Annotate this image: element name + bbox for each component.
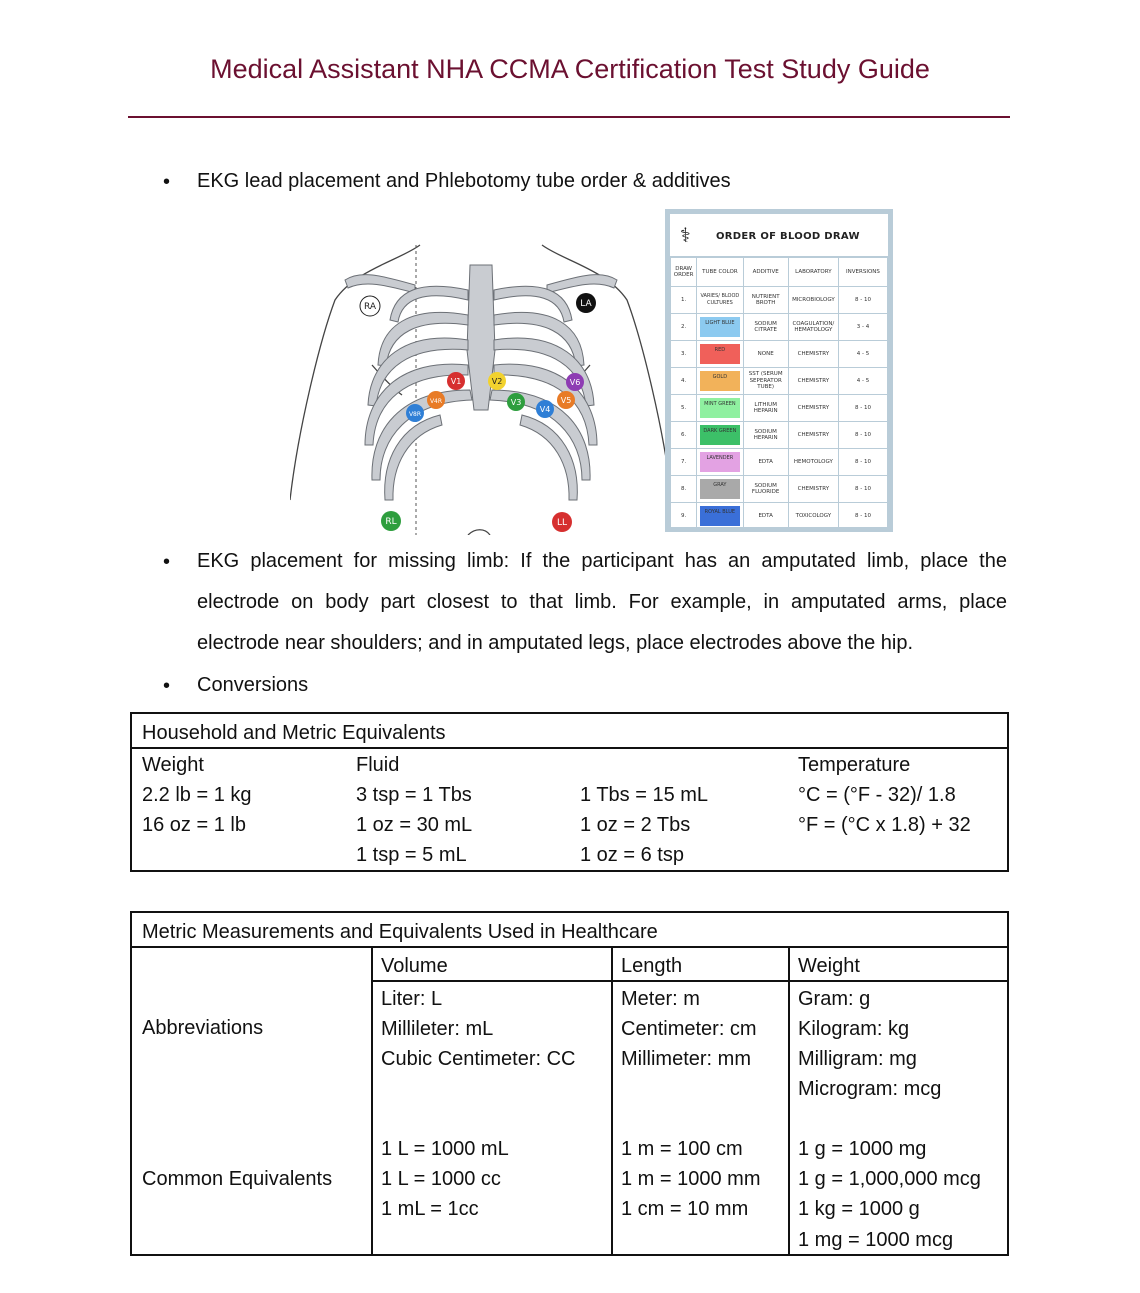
bullet-missing-limb-placement: EKG placement for missing limb: If the participant has an amputated limb, place the electrode on body part closest to that limb. For example, in amputated arms, place electrode near shoulders; and in amputated legs, place electrodes above the hip. [197,550,1007,654]
fluid-equivalent: 3 tsp = 1 Tbs [356,784,472,806]
additive-cell: SODIUM CITRATE [743,314,788,341]
tube-color-swatch: ROYAL BLUE [700,506,740,526]
electrode-ll [552,512,572,532]
metric-measurements-table [130,911,1009,1256]
additive-cell: NONE [743,341,788,368]
tube-color-swatch: MINT GREEN [700,398,740,418]
inversions-cell: 4 - 5 [838,341,887,368]
tube-color-swatch: GOLD [700,371,740,391]
electrode-ll-label: LL [556,518,568,528]
blood-draw-table [670,257,888,530]
caduceus-icon: ⚕ [680,223,691,247]
electrode-la-label: LA [580,299,592,309]
tube-color-cell [697,341,743,368]
laboratory-cell: CHEMISTRY [788,476,838,503]
inversions-cell: 8 - 10 [838,449,887,476]
laboratory-cell: TOXICOLOGY [788,503,838,530]
abbreviations-row-label: Abbreviations [142,1017,264,1039]
bullet-marker: • [163,171,171,193]
header-divider [371,980,1007,982]
column-divider [371,948,373,1254]
household-temperature-heading: Temperature [798,754,911,776]
bullet-marker: • [163,551,171,573]
blood-draw-header [670,214,888,257]
blood-draw-row [671,449,888,476]
draw-order-cell: 3. [671,341,697,368]
additive-cell: LITHIUM HEPARIN [743,395,788,422]
order-of-blood-draw-chart [665,209,893,532]
electrode-v4r [427,391,445,409]
tube-color-cell [697,287,743,314]
fluid-equivalent: 1 tsp = 5 mL [356,844,467,866]
bullet-ekg-lead-placement: EKG lead placement and Phlebotomy tube order & additives [197,170,731,192]
household-weight-heading: Weight [142,754,204,776]
additive-cell: SST (SERUM SEPERATOR TUBE) [743,368,788,395]
electrode-ra [360,296,380,316]
weight-abbreviation: Milligram: mg [798,1048,917,1070]
draw-order-cell: 2. [671,314,697,341]
electrode-v5-label: V5 [560,396,572,405]
blood-draw-row [671,314,888,341]
household-metric-caption: Household and Metric Equivalents [142,722,446,744]
household-fluid-heading: Fluid [356,754,400,776]
column-divider [611,948,613,1254]
metric-length-heading: Length [621,955,683,977]
metric-volume-heading: Volume [381,955,448,977]
electrode-v6 [566,373,584,391]
electrode-v1 [447,372,465,390]
inversions-cell: 8 - 10 [838,395,887,422]
weight-abbreviation: Microgram: mcg [798,1078,942,1100]
electrode-v1-label: V1 [450,377,462,386]
header-additive: ADDITIVE [743,258,788,287]
tube-color-cell [697,395,743,422]
blood-draw-row [671,503,888,530]
volume-equivalent: 1 mL = 1cc [381,1198,479,1220]
header-laboratory: LABORATORY [788,258,838,287]
electrode-rl-label: RL [385,517,397,527]
electrode-v3-label: V3 [510,398,522,407]
blood-draw-row [671,422,888,449]
column-divider [788,948,790,1254]
tube-color-swatch: LIGHT BLUE [700,317,740,337]
weight-equivalent: 2.2 lb = 1 kg [142,784,252,806]
volume-abbreviation: Cubic Centimeter: CC [381,1048,576,1070]
blood-draw-header-row [671,258,888,287]
electrode-v8r-label: V8R [408,411,422,418]
draw-order-cell: 8. [671,476,697,503]
electrode-v4 [536,400,554,418]
fluid-equivalent: 1 oz = 2 Tbs [580,814,691,836]
weight-equivalent: 1 mg = 1000 mcg [798,1229,954,1251]
caption-divider [132,946,1007,948]
weight-equivalent: 1 g = 1,000,000 mcg [798,1168,981,1190]
electrode-rl [381,511,401,531]
volume-abbreviation: Millileter: mL [381,1018,494,1040]
temperature-formula: °F = (°C x 1.8) + 32 [798,814,971,836]
tube-color-swatch: LAVENDER [700,452,740,472]
electrode-v4-label: V4 [539,405,551,414]
draw-order-cell: 6. [671,422,697,449]
draw-order-cell: 5. [671,395,697,422]
laboratory-cell: CHEMISTRY [788,368,838,395]
tube-color-swatch: VARIES/ BLOOD CULTURES [700,290,740,310]
laboratory-cell: MICROBIOLOGY [788,287,838,314]
electrode-ra-label: RA [363,302,377,312]
blood-draw-row [671,341,888,368]
header-inversions: INVERSIONS [838,258,887,287]
draw-order-cell: 9. [671,503,697,530]
blood-draw-row [671,368,888,395]
blood-draw-row [671,287,888,314]
inversions-cell: 8 - 10 [838,503,887,530]
common-equivalents-row-label: Common Equivalents [142,1168,333,1190]
bullet-conversions: Conversions [197,674,309,696]
additive-cell: EDTA [743,449,788,476]
additive-cell: SODIUM FLUORIDE [743,476,788,503]
header-draw-order: DRAW ORDER [671,258,697,287]
inversions-cell: 8 - 10 [838,422,887,449]
weight-abbreviation: Gram: g [798,988,871,1010]
blood-draw-title: ORDER OF BLOOD DRAW [716,231,860,242]
tube-color-cell [697,503,743,530]
tube-color-cell [697,422,743,449]
tube-color-swatch: DARK GREEN [700,425,740,445]
temperature-formula: °C = (°F - 32)/ 1.8 [798,784,956,806]
draw-order-cell: 1. [671,287,697,314]
tube-color-cell [697,449,743,476]
volume-abbreviation: Liter: L [381,988,443,1010]
ekg-chest-diagram [290,230,672,535]
laboratory-cell: CHEMISTRY [788,341,838,368]
electrode-v2 [488,372,506,390]
household-metric-table [130,712,1009,872]
length-equivalent: 1 m = 100 cm [621,1138,743,1160]
electrode-v8r [406,404,424,422]
length-equivalent: 1 m = 1000 mm [621,1168,761,1190]
draw-order-cell: 4. [671,368,697,395]
laboratory-cell: COAGULATION/ HEMATOLOGY [788,314,838,341]
fluid-equivalent: 1 oz = 6 tsp [580,844,684,866]
bullet-marker: • [163,675,171,697]
length-abbreviation: Millimeter: mm [621,1048,751,1070]
volume-equivalent: 1 L = 1000 cc [381,1168,501,1190]
blood-draw-row [671,476,888,503]
title-rule [128,116,1010,118]
electrode-v3 [507,393,525,411]
inversions-cell: 4 - 5 [838,368,887,395]
weight-equivalent: 1 g = 1000 mg [798,1138,927,1160]
weight-abbreviation: Kilogram: kg [798,1018,910,1040]
additive-cell: SODIUM HEPARIN [743,422,788,449]
inversions-cell: 8 - 10 [838,476,887,503]
laboratory-cell: HEMOTOLOGY [788,449,838,476]
header-tube-color: TUBE COLOR [697,258,743,287]
inversions-cell: 8 - 10 [838,287,887,314]
length-abbreviation: Centimeter: cm [621,1018,757,1040]
fluid-equivalent: 1 oz = 30 mL [356,814,473,836]
blood-draw-row [671,395,888,422]
metric-weight-heading: Weight [798,955,860,977]
inversions-cell: 3 - 4 [838,314,887,341]
additive-cell: NUTRIENT BROTH [743,287,788,314]
additive-cell: EDTA [743,503,788,530]
electrode-v2-label: V2 [491,377,503,386]
electrode-v6-label: V6 [569,378,581,387]
length-equivalent: 1 cm = 10 mm [621,1198,749,1220]
volume-equivalent: 1 L = 1000 mL [381,1138,509,1160]
fluid-equivalent: 1 Tbs = 15 mL [580,784,709,806]
laboratory-cell: CHEMISTRY [788,422,838,449]
tube-color-swatch: GRAY [700,479,740,499]
laboratory-cell: CHEMISTRY [788,395,838,422]
draw-order-cell: 7. [671,449,697,476]
tube-color-swatch: RED [700,344,740,364]
length-abbreviation: Meter: m [621,988,700,1010]
tube-color-cell [697,314,743,341]
document-title: Medical Assistant NHA CCMA Certification Test Study Guide [210,54,930,84]
tube-color-cell [697,368,743,395]
electrode-v5 [557,391,575,409]
weight-equivalent: 1 kg = 1000 g [798,1198,920,1220]
electrode-v4r-label: V4R [429,398,443,405]
tube-color-cell [697,476,743,503]
weight-equivalent: 16 oz = 1 lb [142,814,246,836]
electrode-la [576,293,596,313]
metric-caption: Metric Measurements and Equivalents Used in Healthcare [142,921,658,943]
